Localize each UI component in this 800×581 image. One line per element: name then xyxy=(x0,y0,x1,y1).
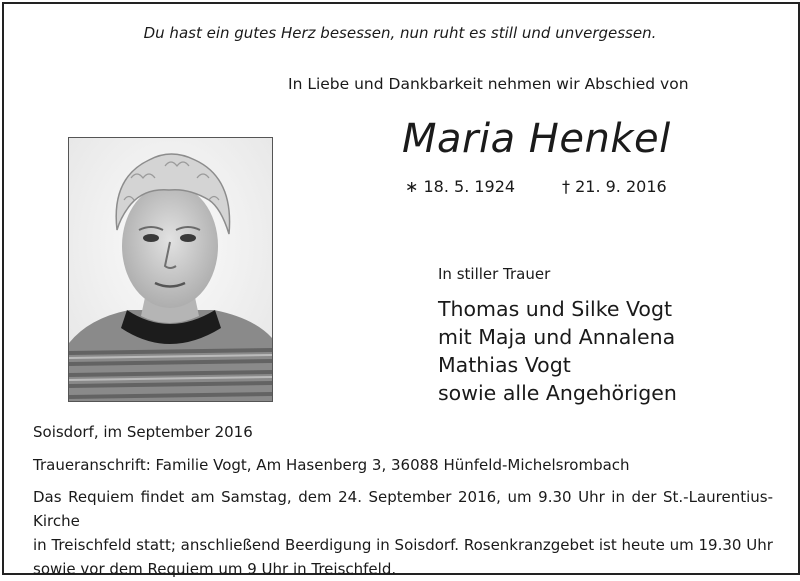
portrait-photo xyxy=(68,137,273,402)
requiem-info xyxy=(33,485,773,581)
mourner-line: Thomas und Silke Vogt xyxy=(438,297,672,321)
mourner-line: sowie alle Angehörigen xyxy=(438,381,677,405)
requiem-line: sowie vor dem Requiem um 9 Uhr in Treischfeld. xyxy=(33,560,397,578)
birth-date: ∗ 18. 5. 1924 xyxy=(405,177,516,196)
mourner-line: mit Maja und Annalena xyxy=(438,325,676,349)
deceased-name: Maria Henkel xyxy=(402,116,671,162)
death-date: † 21. 9. 2016 xyxy=(562,177,667,196)
requiem-line: Das Requiem findet am Samstag, dem 24. September 2016, um 9.30 Uhr in der St.-Laurentius-Kirche xyxy=(33,488,773,530)
place-date: Soisdorf, im September 2016 xyxy=(33,423,253,441)
motto: Du hast ein gutes Herz besessen, nun ruht es still und unvergessen. xyxy=(143,24,657,42)
mourning-address: Traueranschrift: Familie Vogt, Am Hasenberg 3, 36088 Hünfeld-Michelsrombach xyxy=(33,456,630,474)
mourner-line: Mathias Vogt xyxy=(438,353,571,377)
mourning-lead: In stiller Trauer xyxy=(438,265,551,283)
intro-line: In Liebe und Dankbarkeit nehmen wir Abschied von xyxy=(288,75,689,93)
mourner-list xyxy=(438,295,677,407)
requiem-line: in Treischfeld statt; anschließend Beerdigung in Soisdorf. Rosenkranzgebet ist heute um 19.30 Uhr xyxy=(33,536,773,554)
